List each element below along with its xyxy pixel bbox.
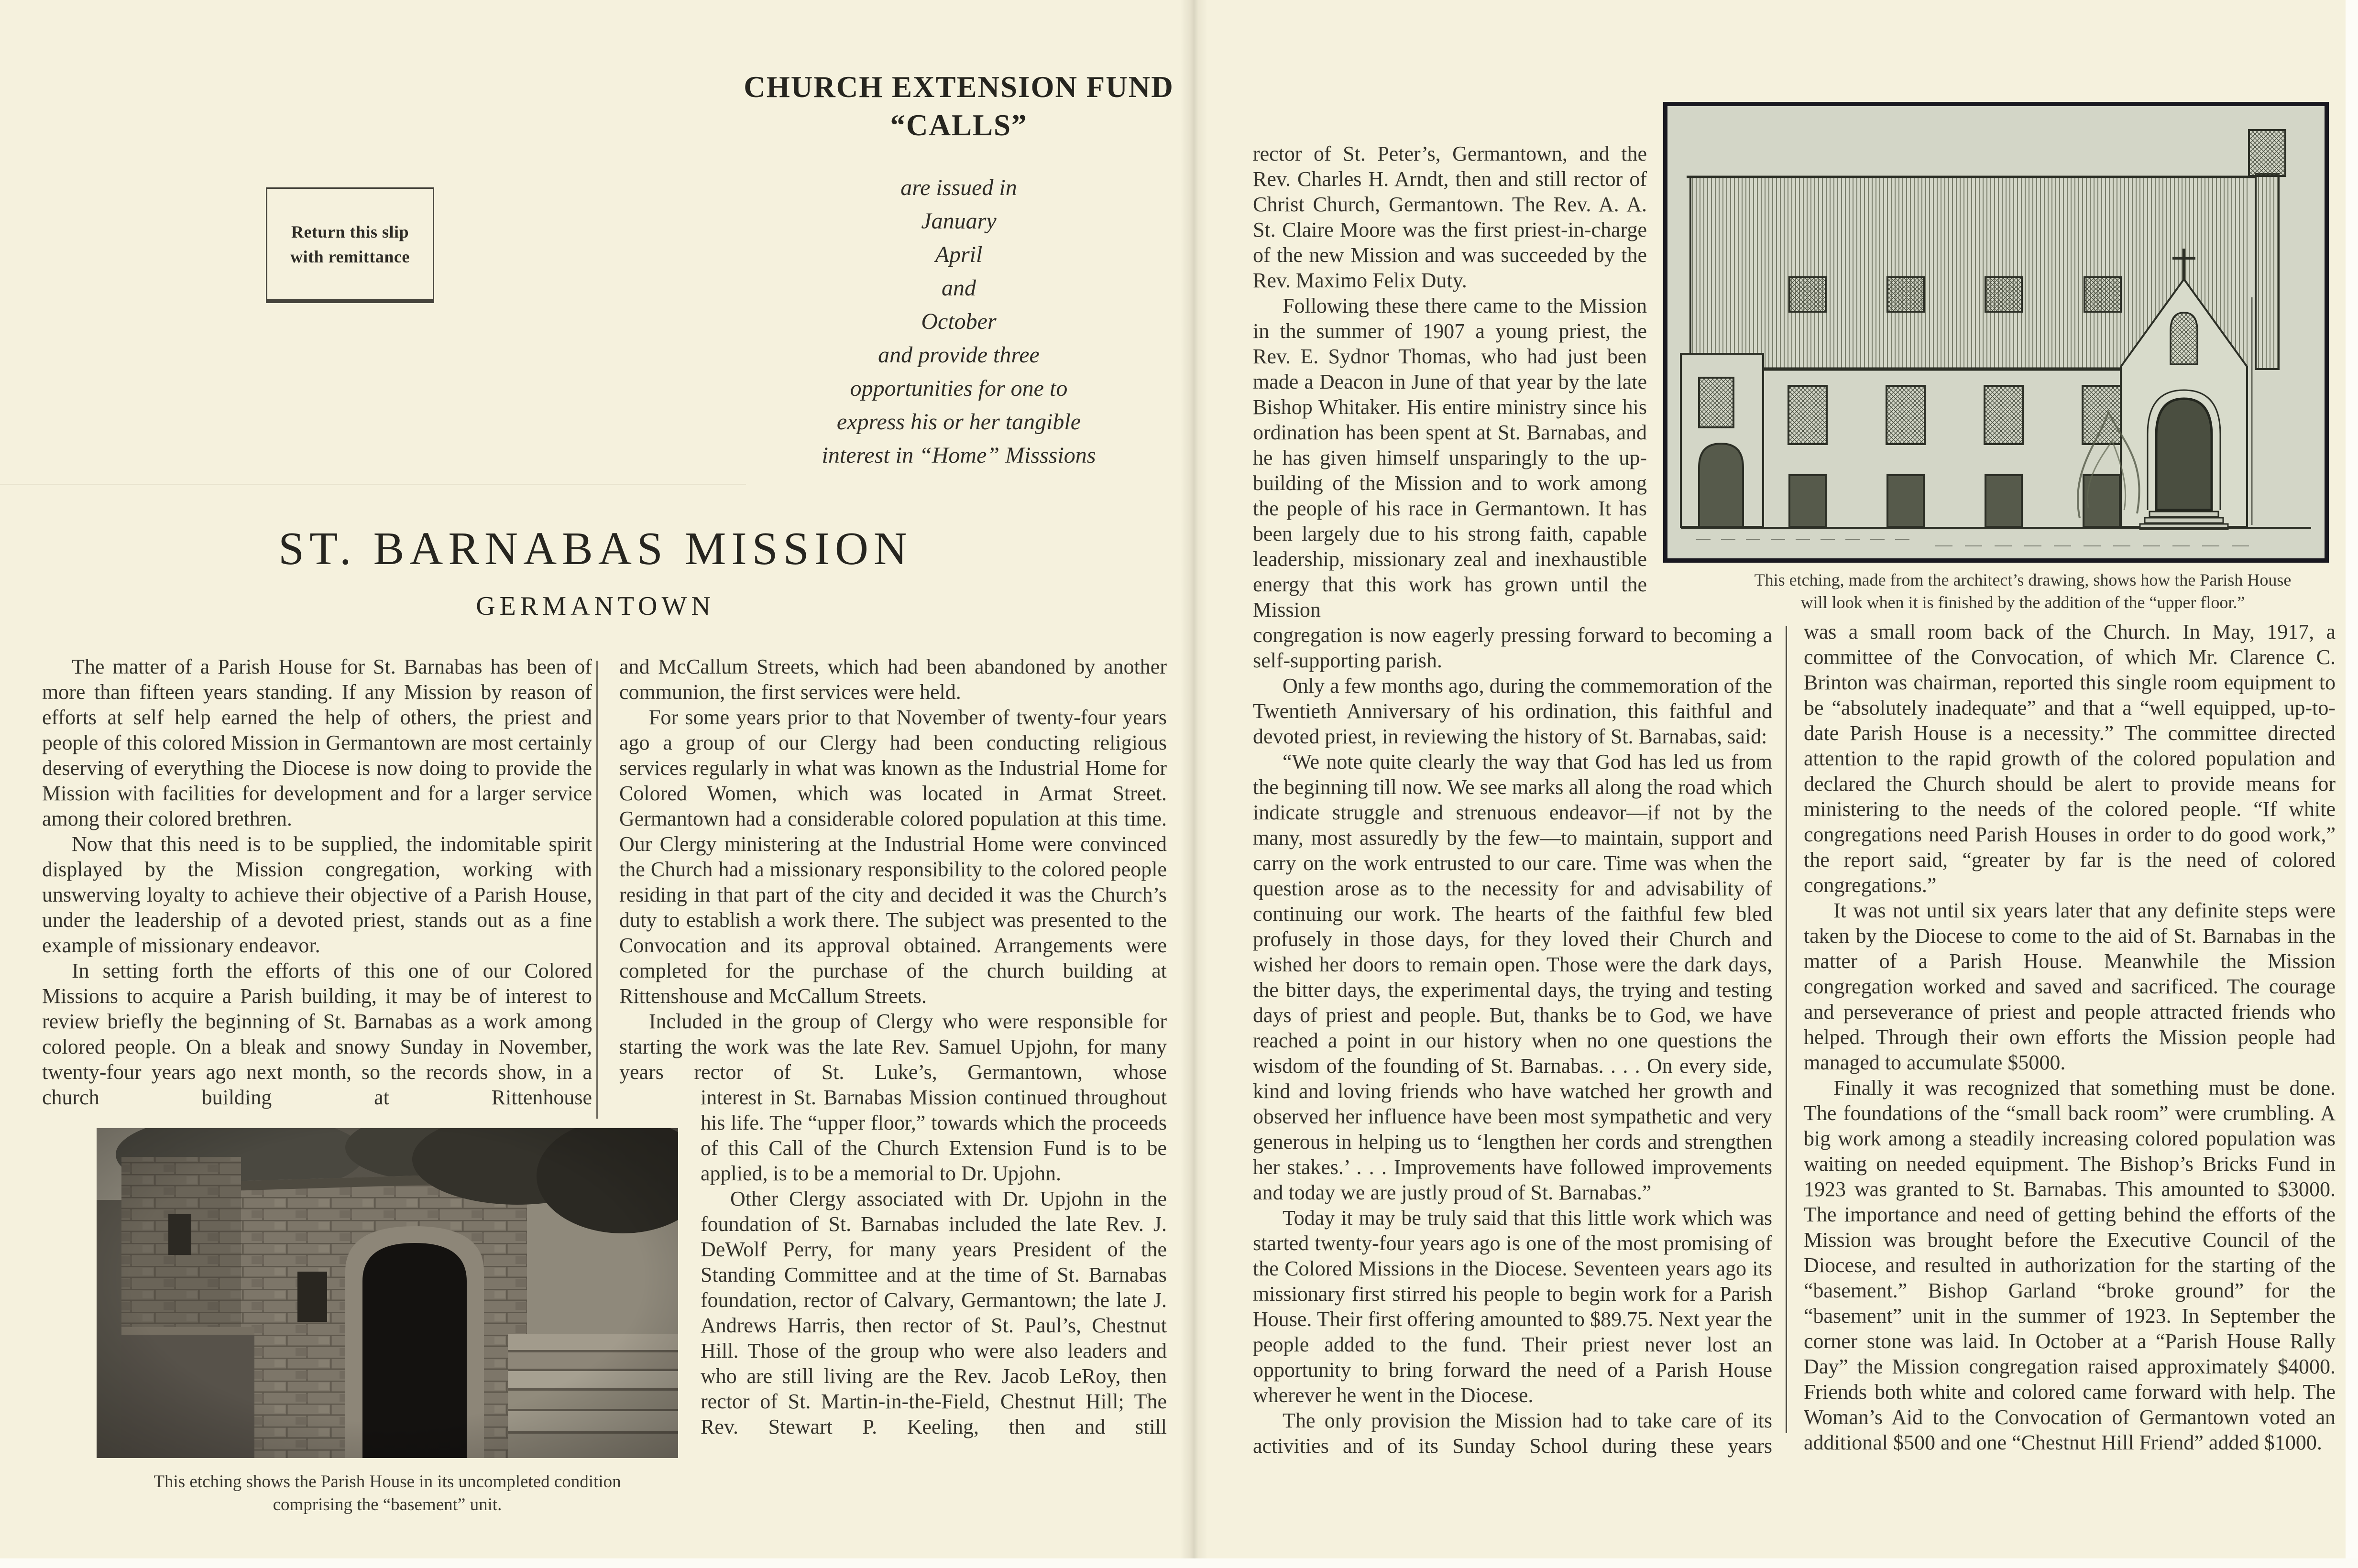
page-edge-right <box>2346 0 2358 1568</box>
paragraph: congregation is now eagerly pressing forward to becoming a self-supporting parish. <box>1253 623 1772 672</box>
paragraph: Other Clergy associated with Dr. Upjohn in the foundation of St. Barnabas included the late Rev. J. DeWolf Perry, for many years President of the Standing Committee and at the time of St. Barnabas foundation, rector of Calvary, Germantown; the late J. Andrews Harris, then rector of St. Paul’s, Chestnut Hill. Those of the group who were also leaders and who are still living are the Rev. Jacob LeRoy, then rector of St. Martin-in-the-Field, Chestnut Hill; The Rev. Stewart P. Keeling, then and still <box>701 1187 1167 1438</box>
photo-caption <box>97 1470 678 1516</box>
paragraph: In setting forth the efforts of this one of our Colored Missions to acquire a Parish building, it may be of interest to review briefly the beginning of St. Barnabas as a work among colored people. On a bleak and snowy Sunday in November, twenty-four years ago next month, so the records show, in a church building at Rittenhouse <box>42 959 592 1109</box>
paragraph: Included in the group of Clergy who were responsible for starting the work was the late Rev. Samuel Upjohn, for many years rector of St. Luke’s, Germantown, whose <box>619 1010 1167 1084</box>
paragraph: The only provision the Mission had to take care of its activities and of its Sunday School during these years <box>1253 1409 1772 1458</box>
paragraph: interest in St. Barnabas Mission continued throughout his life. The “upper floor,” towards which the proceeds of this Call of the Church Extension Fund is to be applied, is to be a memorial to Dr. Upjohn. <box>701 1086 1167 1185</box>
article-column-1 <box>42 654 621 1516</box>
fund-schedule <box>684 171 1234 472</box>
page-edge-bottom <box>0 1558 2358 1568</box>
return-slip <box>266 187 434 303</box>
paragraph: It was not until six years later that any definite steps were taken by the Diocese to come to the aid of St. Barnabas in the matter of a Parish House. Meanwhile the Mission congregation worked and saved and sacrificed. The courage and perseverance of priest and people attracted friends who helped. Through their own efforts the Mission people had managed to accumulate $5000. <box>1804 899 2336 1074</box>
article-column-2 <box>619 654 1167 1439</box>
article-column-4 <box>1804 619 2336 1455</box>
page-title: ST. BARNABAS MISSION <box>278 523 912 574</box>
fund-schedule-line: and provide three <box>878 342 1040 368</box>
paragraph: Only a few months ago, during the commemoration of the Twentieth Anniversary of his ordination, this faithful and devoted priest, in reviewing the history of St. Barnabas, said: <box>1253 674 1772 748</box>
paragraph: Today it may be truly said that this little work which was started twenty-four years ago is one of the most promising of the Colored Missions in the Diocese. Seventeen years ago its missionary first stirred his people to begin work for a Parish House. Their first offering amounted to $89.75. Next year the people added to the fund. Their priest never lost an opportunity to bring forward the need of a Parish House wherever he went in the Diocese. <box>1253 1206 1772 1407</box>
etching-caption <box>1702 569 2343 614</box>
fund-schedule-line: October <box>921 309 997 334</box>
paragraph: rector of St. Peter’s, Germantown, and the Rev. Charles H. Arndt, then and still rector of Christ Church, Germantown. The Rev. A. A. St. Claire Moore was the first priest-in-charge of the new Mission and was succeeded by the Rev. Maximo Felix Duty. <box>1253 142 1647 292</box>
photo-caption-line2: comprising the “basement” unit. <box>273 1495 502 1514</box>
return-slip-line2: with remittance <box>290 247 410 266</box>
fund-title-line2: “CALLS” <box>890 109 1028 142</box>
etching-caption-line1: This etching, made from the architect’s drawing, shows how the Parish House <box>1754 570 2292 589</box>
parish-house-etching-image <box>1667 106 2325 558</box>
return-slip-line1: Return this slip <box>291 222 409 241</box>
fund-schedule-line: interest in “Home” Misssions <box>822 443 1096 468</box>
column-rule-left <box>596 661 598 1119</box>
paragraph: was a small room back of the Church. In May, 1917, a committee of the Convocation, of which Mr. Clarence C. Brinton was chairman, reported this single room equipment to be “absolutely inadequate” and that a “well equipped, up-to-date Parish House is a necessity.” The committee directed attention to the rapid growth of the colored population and declared the Church should be alert to provide means for ministering to the needs of the colored people. “If white congregations need Parish Houses in order to do good work,” the report said, “greater by far is the need of colored congregations.” <box>1804 620 2336 897</box>
fund-schedule-line: express his or her tangible <box>836 409 1081 435</box>
paragraph: The matter of a Parish House for St. Barnabas has been of more than fifteen years standing. If any Mission by reason of efforts at self help earned the help of others, the priest and people of this colored Mission in Germantown are most certainly deserving of everything the Diocese is now doing to provide the Mission with facilities for development and for a larger service among their colored brethren. <box>42 655 592 830</box>
fund-heading <box>684 68 1234 472</box>
fund-schedule-line: and <box>942 275 976 301</box>
paragraph: “We note quite clearly the way that God has led us from the beginning till now. We see marks all along the road which indicate struggle and strenuous endeavor—if not by the many, most assuredly by the few—to maintain, support and carry on the work entrusted to our care. Time was when the question arose as to the necessity for and advisability of continuing our work. The hearts of the faithful few bled profusely in those days, for they loved their Church and wished her doors to remain open. Those were the dark days, the bitter days, the experimental days, the trying and testing days of priest and people. But, thanks be to God, we have reached a point in our history when no one questions the wisdom of the founding of St. Barnabas. . . . On every side, kind and loving friends who have watched her growth and observed her influence have been most sympathetic and very generous in helping us to ‘lengthen her cords and strengthen her stakes.’ . . . Improvements have followed improvements and today we are justly proud of St. Barnabas.” <box>1253 750 1772 1204</box>
fund-title-line1: CHURCH EXTENSION FUND <box>744 70 1174 104</box>
text-wrap-around-photo <box>701 1085 1167 1439</box>
paragraph: and McCallum Streets, which had been abandoned by another communion, the first services were held. <box>619 655 1167 704</box>
fund-schedule-line: opportunities for one to <box>850 376 1068 401</box>
fund-schedule-line: April <box>935 242 983 267</box>
horizontal-crease <box>0 484 746 485</box>
fund-schedule-line: are issued in <box>900 175 1017 200</box>
fund-heading-title <box>684 68 1234 144</box>
page-subtitle: GERMANTOWN <box>476 591 715 621</box>
photo-caption-line1: This etching shows the Parish House in its uncompleted condition <box>154 1472 621 1492</box>
fund-schedule-line: January <box>921 208 997 234</box>
parish-house-photo <box>97 1128 678 1458</box>
article-title-block <box>165 522 1026 621</box>
paragraph: Following these there came to the Mission in the summer of 1907 a young priest, the Rev. E. Sydnor Thomas, who had just been made a Deacon in June of that year by the late Bishop Whitaker. His entire ministry since his ordination has been spent at St. Barnabas, and he has given himself unsparingly to the up-building of the Mission and to work among the people of his race in Germantown. It has been largely due to his strong faith, capable leadership, missionary zeal and inexhaustible energy that this work has grown until the Mission <box>1253 294 1647 621</box>
parish-house-etching <box>1663 102 2329 563</box>
paragraph: Now that this need is to be supplied, the indomitable spirit displayed by the Mission congregation, working with unswerving loyalty to achieve their objective of a Parish House, under the leadership of a devoted priest, stands out as a fine example of missionary endeavor. <box>42 832 592 957</box>
paragraph: Finally it was recognized that something must be done. The foundations of the “small back room” were crumbling. A big work among a steadily increasing colored population was waiting on needed equipment. The Bishop’s Bricks Fund in 1923 was granted to St. Barnabas. This amounted to $3000. The importance and need of getting behind the efforts of the Mission was brought before the Executive Council of the Diocese, and resulted in authorization for the starting of the “basement.” Bishop Garland “broke ground” for the “basement” unit in the summer of 1923. In September the corner stone was laid. In October at a “Parish House Rally Day” the Mission congregation raised approximately $4000. Friends both white and colored came forward with help. The Woman’s Aid to the Convocation of Germantown voted an additional $500 and one “Chestnut Hill Friend” added $1000. <box>1804 1076 2336 1454</box>
parish-house-photo-image <box>97 1128 678 1458</box>
paragraph: For some years prior to that November of twenty-four years ago a group of our Clergy had been conducting religious services regularly in what was known as the Industrial Home for Colored Women, which was located in Armat Street. Germantown had a considerable colored population at this time. Our Clergy ministering at the Industrial Home were convinced the Church had a missionary responsibility to the colored people residing in that part of the city and decided it was the Church’s duty to establish a work there. The subject was presented to the Convocation and its approval obtained. Arrangements were completed for the purchase of the church building at Rittenshouse and McCallum Streets. <box>619 706 1167 1008</box>
etching-caption-line2: will look when it is finished by the addition of the “upper floor.” <box>1800 593 2245 612</box>
column-rule-right <box>1786 626 1787 1433</box>
